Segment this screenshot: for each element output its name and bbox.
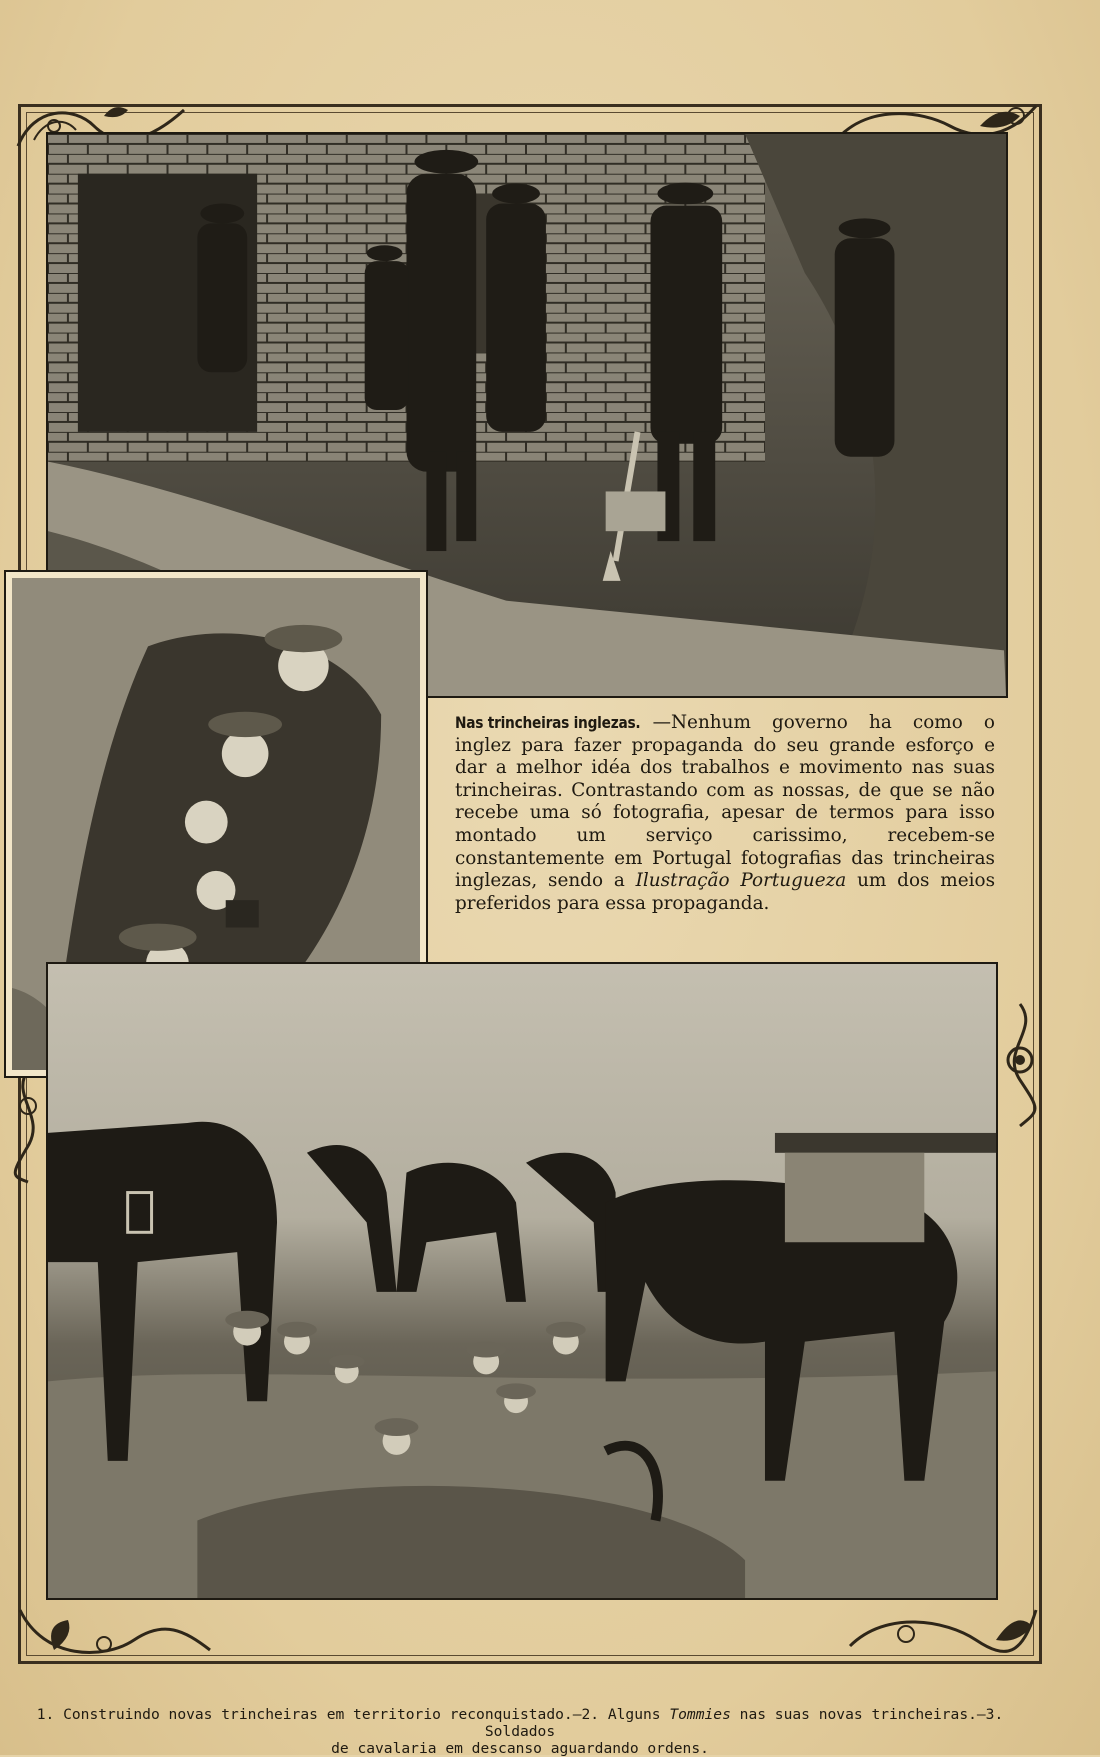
photo-captions-line2: de cavalaria em descanso aguardando ordens. [331,1740,709,1757]
article-text [455,712,995,960]
caption-tommies: Tommies [669,1706,731,1723]
photo-captions [20,1706,1020,1757]
corner-ornament-bottom-right-icon [846,1590,1042,1670]
photo-captions-line1 [20,1706,1020,1740]
caption-item-3-start: nas suas novas trincheiras.—3. Soldados [484,1706,1004,1740]
photo-cavalry-soldiers-resting [46,962,998,1600]
side-ornament-left-icon [6,1066,50,1186]
article-body-part2: um dos meios preferidos para essa propaganda. [455,870,996,914]
article-magazine-name: Ilustração Portugueza [635,870,847,892]
corner-ornament-bottom-left-icon [14,1600,214,1670]
caption-item-1-2: 1. Construindo novas trincheiras em territorio reconquistado.—2. Alguns [36,1706,670,1723]
side-ornament-right-icon [996,1000,1044,1130]
article-body-part1: —Nenhum governo ha como o inglez para fazer propaganda do seu grande esforço e dar a melhor idéa dos trabalhos e movimento nas suas trincheiras. Contrastando com as nossas, de que se não recebe uma só fotografia, apesar de termos para isso montado um serviço carissimo, recebem-se constantemente em Portugal fotografias das trincheiras inglezas, sendo a [455,712,995,892]
article-lead-title: Nas trincheiras inglezas. [455,713,641,732]
